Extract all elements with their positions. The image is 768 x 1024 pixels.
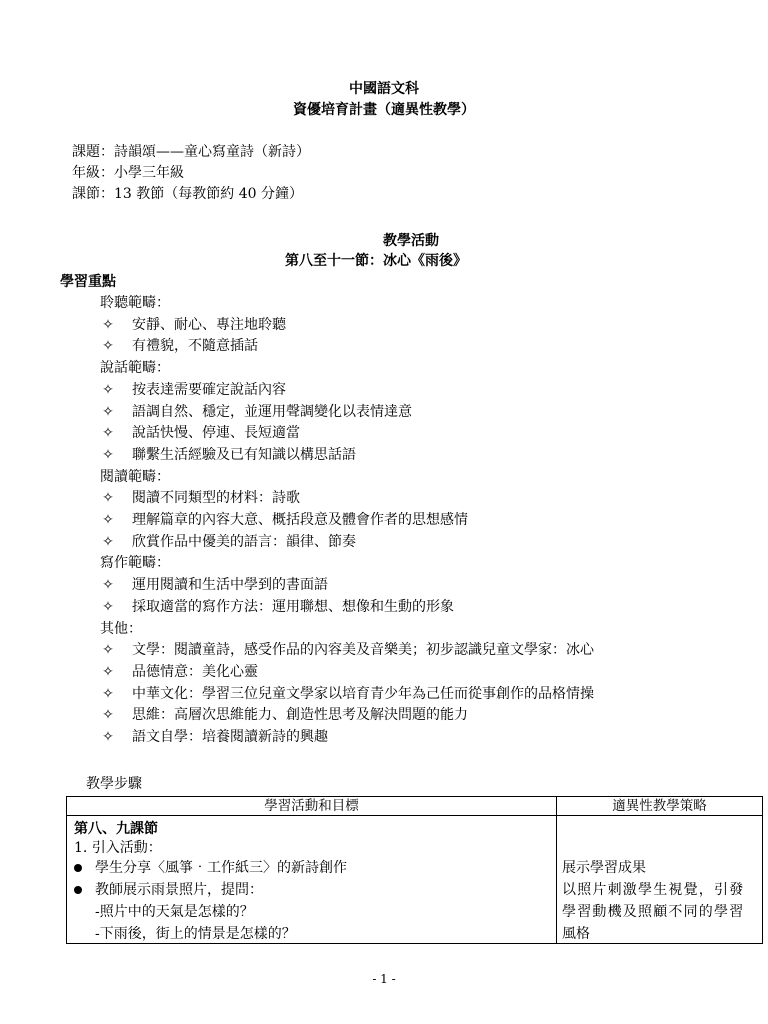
diamond-bullet-icon: ✧	[102, 381, 114, 398]
document-program-title: 資優培育計畫（適異性教學）	[293, 102, 475, 118]
focus-item: 運用閱讀和生活中學到的書面語	[132, 577, 328, 594]
focus-section-label: 其他：	[100, 620, 142, 637]
focus-section-label: 說話範疇：	[100, 360, 170, 377]
focus-item: 有禮貌，不隨意插話	[132, 338, 258, 355]
diamond-bullet-icon: ✧	[102, 707, 114, 724]
focus-item: 語調自然、穩定，並運用聲調變化以表情達意	[132, 403, 412, 420]
diamond-bullet-icon: ✧	[102, 512, 114, 528]
table-bullet-1: 學生分享〈風箏‧工作紙三〉的新詩創作	[95, 860, 347, 876]
diamond-bullet-icon: ✧	[102, 446, 114, 463]
focus-item: 聯繫生活經驗及已有知識以構思話語	[132, 446, 356, 463]
focus-item: 中華文化：學習三位兒童文學家以培育青少年為己任而從事創作的品格情操	[132, 685, 594, 702]
focus-item: 閱讀不同類型的材料：詩歌	[132, 490, 300, 507]
diamond-bullet-icon: ✧	[102, 490, 114, 507]
diamond-bullet-icon: ✧	[102, 642, 114, 659]
diamond-bullet-icon: ✧	[102, 338, 114, 355]
document-subject: 中國語文科	[349, 81, 419, 97]
strategy-line-1: 展示學習成果	[562, 860, 646, 876]
diamond-bullet-icon: ✧	[102, 577, 114, 594]
focus-item: 安靜、耐心、專注地聆聽	[132, 316, 286, 333]
bullet-dot-icon	[74, 864, 82, 872]
strategy-line-4: 風格	[562, 926, 590, 942]
table-column-divider	[556, 797, 557, 943]
page-number: - 1 -	[372, 972, 396, 986]
grade-line: 年級：小學三年級	[72, 165, 184, 181]
focus-item: 按表達需要確定說話內容	[132, 381, 286, 398]
focus-section-label: 寫作範疇：	[100, 555, 170, 572]
activity-subtitle: 第八至十一節：冰心《雨後》	[285, 253, 467, 269]
topic-line: 課題：詩韻頌——童心寫童詩（新詩）	[72, 144, 310, 160]
diamond-bullet-icon: ✧	[102, 729, 114, 745]
diamond-bullet-icon: ✧	[102, 403, 114, 420]
focus-title: 學習重點	[60, 274, 116, 290]
table-question-1: -照片中的天氣是怎樣的？	[95, 904, 254, 920]
steps-table	[66, 796, 763, 944]
focus-item: 說話快慢、停連、長短適當	[132, 425, 300, 442]
focus-item: 採取適當的寫作方法：運用聯想、想像和生動的形象	[132, 598, 454, 615]
table-header-divider	[67, 815, 762, 816]
strategy-line-2: 以照片刺激學生視覺，引發	[562, 882, 745, 898]
diamond-bullet-icon: ✧	[102, 598, 114, 615]
table-question-2: -下雨後，街上的情景是怎樣的？	[95, 926, 296, 942]
table-intro: 1. 引入活動：	[74, 840, 162, 856]
lessons-line: 課節：13 教節（每教節約 40 分鐘）	[72, 186, 303, 202]
strategy-line-3: 學習動機及照顧不同的學習	[562, 904, 745, 920]
focus-item: 語文自學：培養閱讀新詩的興趣	[132, 729, 328, 745]
diamond-bullet-icon: ✧	[102, 425, 114, 442]
focus-section-label: 聆聽範疇：	[100, 295, 170, 311]
table-section-title: 第八、九課節	[74, 821, 158, 837]
activity-title: 教學活動	[383, 233, 439, 249]
table-header-strategy: 適異性教學策略	[612, 798, 707, 814]
focus-item: 欣賞作品中優美的語言：韻律、節奏	[132, 533, 356, 550]
focus-item: 思維：高層次思維能力、創造性思考及解決問題的能力	[132, 707, 468, 724]
diamond-bullet-icon: ✧	[102, 663, 114, 680]
bullet-dot-icon	[74, 886, 82, 894]
focus-item: 品德情意：美化心靈	[132, 663, 258, 680]
focus-item: 文學：閱讀童詩，感受作品的內容美及音樂美；初步認識兒童文學家：冰心	[132, 642, 594, 659]
diamond-bullet-icon: ✧	[102, 685, 114, 702]
table-bullet-2: 教師展示雨景照片，提問：	[95, 882, 263, 898]
diamond-bullet-icon: ✧	[102, 316, 114, 333]
focus-item: 理解篇章的內容大意、概括段意及體會作者的思想感情	[132, 512, 468, 528]
steps-title: 教學步驟	[86, 776, 142, 792]
focus-section-label: 閱讀範疇：	[100, 468, 170, 485]
table-header-activities: 學習活動和目標	[264, 798, 359, 814]
diamond-bullet-icon: ✧	[102, 533, 114, 550]
